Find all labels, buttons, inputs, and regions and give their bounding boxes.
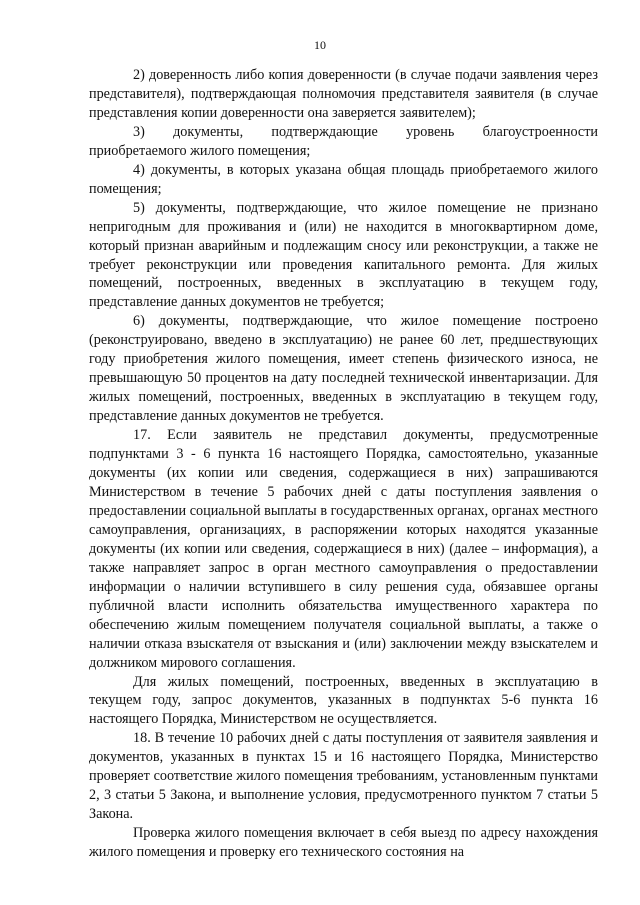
paragraph-inspection: Проверка жилого помещения включает в себя выезд по адресу нахождения жилого помещения и проверку его технического состояния на <box>89 825 598 861</box>
paragraph-area-docs: 4) документы, в которых указана общая площадь приобретаемого жилого помещения; <box>89 161 598 197</box>
paragraph-poa: 2) доверенность либо копия доверенности (в случае подачи заявления через представителя), подтверждающая полномочия представителя заявителя (в случае представления копии доверенности она заверяется заявителем); <box>89 67 598 121</box>
document-body <box>89 66 598 862</box>
paragraph-new-buildings: Для жилых помещений, построенных, введенных в эксплуатацию в текущем году, запрос документов, указанных в подпунктах 5-6 пункта 16 настоящего Порядка, Министерством не осуществляется. <box>89 673 598 728</box>
paragraph-suitability-docs: 5) документы, подтверждающие, что жилое помещение не признано непригодным для проживания и (или) не находится в многоквартирном доме, который признан аварийным и подлежащим сносу или реконструкции, а также не требует реконструкции или проведения капитального ремонта. Для жилых помещений, построенных, введенных в эксплуатацию в текущем году, представление данных документов не требуется; <box>89 199 598 311</box>
paragraph-amenities-docs: 3) документы, подтверждающие уровень благоустроенности приобретаемого жилого помещения; <box>89 123 598 159</box>
paragraph-construction-docs: 6) документы, подтверждающие, что жилое помещение построено (реконструировано, введено в эксплуатацию) не ранее 60 лет, предшествующих году приобретения жилого помещения, имеет степень физического износа, не превышающую 50 процентов на дату последней технической инвентаризации. Для жилых помещений, построенных, введенных в эксплуатацию в текущем году, представление данных документов не требуется. <box>89 313 598 425</box>
page-number: 10 <box>314 38 326 52</box>
paragraph-clause-18: 18. В течение 10 рабочих дней с даты поступления от заявителя заявления и документов, указанных в пунктах 15 и 16 настоящего Порядка, Министерство проверяет соответствие жилого помещения требованиям, установленным пунктами 2, 3 статьи 5 Закона, и выполнение условия, предусмотренного пунктом 7 статьи 5 Закона. <box>89 730 598 823</box>
paragraph-clause-17: 17. Если заявитель не представил документы, предусмотренные подпунктами 3 - 6 пункта 16 настоящего Порядка, самостоятельно, указанные документы (их копии или сведения, содержащиеся в них) запрашиваются Министерством в течение 5 рабочих дней с даты поступления заявления о предоставлении социальной выплаты в государственных органах, органах местного самоуправления, организациях, в распоряжении которых находятся указанные документы (их копии или сведения, содержащиеся в них) (далее – информация), а также направляет запрос в орган местного самоуправления о предоставлении информации о наличии вступившего в силу решения суда, обязавшее органы публичной власти исполнить обязательства имущественного характера по обеспечению жилым помещением получателя социальной выплаты, а также о наличии отказа взыскателя от взыскания и (или) заключении между взыскателем и должником мирового соглашения. <box>89 427 598 671</box>
